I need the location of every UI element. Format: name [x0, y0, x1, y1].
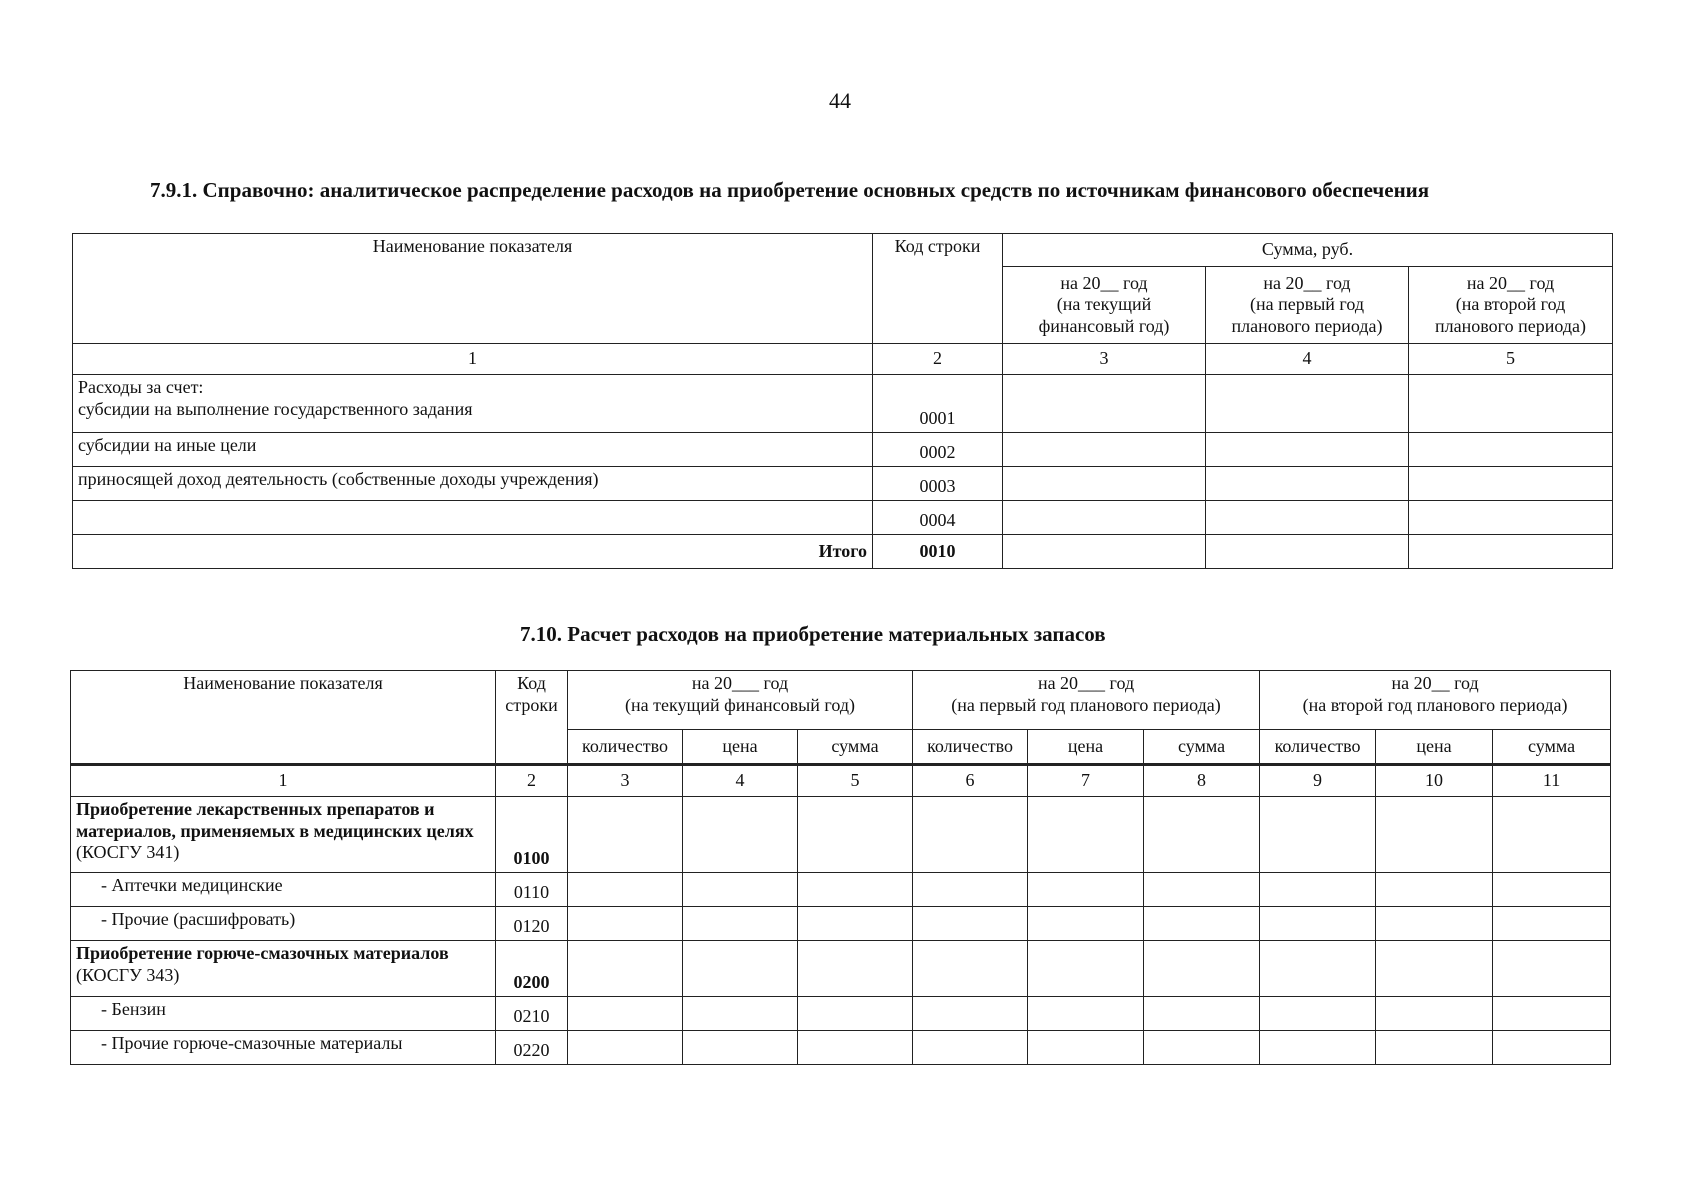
value-cell[interactable]: [1028, 1031, 1144, 1065]
row-name: [71, 797, 496, 873]
material-reserves-table: [70, 670, 1611, 1065]
row-code: 0110: [496, 873, 568, 907]
value-cell[interactable]: [568, 1031, 683, 1065]
total-label: Итого: [73, 535, 873, 569]
value-cell[interactable]: [1028, 873, 1144, 907]
value-cell[interactable]: [1003, 535, 1206, 569]
header-sum: Сумма, руб.: [1003, 234, 1613, 267]
row-name: Расходы за счет: субсидии на выполнение государственного задания: [73, 375, 873, 433]
value-cell[interactable]: [1376, 907, 1493, 941]
col-number: 11: [1493, 765, 1611, 797]
value-cell[interactable]: [1409, 433, 1613, 467]
value-cell[interactable]: [798, 997, 913, 1031]
row-name-bold: Приобретение горюче-смазочных материалов: [76, 943, 449, 963]
row-name: - Бензин: [71, 997, 496, 1031]
value-cell[interactable]: [1144, 941, 1260, 997]
col-number: 7: [1028, 765, 1144, 797]
table-row: [71, 941, 1611, 997]
row-code: 0100: [496, 797, 568, 873]
col-number: 8: [1144, 765, 1260, 797]
col-number: 4: [1206, 344, 1409, 375]
fixed-assets-table: [72, 233, 1613, 569]
total-code: 0010: [873, 535, 1003, 569]
value-cell[interactable]: [1144, 997, 1260, 1031]
value-cell[interactable]: [568, 797, 683, 873]
col-number: 4: [683, 765, 798, 797]
value-cell[interactable]: [1409, 535, 1613, 569]
value-cell[interactable]: [683, 797, 798, 873]
row-code: 0002: [873, 433, 1003, 467]
value-cell[interactable]: [798, 797, 913, 873]
value-cell[interactable]: [683, 907, 798, 941]
row-name: - Прочие (расшифровать): [71, 907, 496, 941]
value-cell[interactable]: [913, 907, 1028, 941]
header-name: Наименование показателя: [71, 671, 496, 765]
value-cell[interactable]: [1409, 375, 1613, 433]
value-cell[interactable]: [1260, 1031, 1376, 1065]
value-cell[interactable]: [568, 997, 683, 1031]
value-cell[interactable]: [1493, 907, 1611, 941]
column-numbers-row: [71, 765, 1611, 797]
header-code: Код строки: [873, 234, 1003, 344]
value-cell[interactable]: [568, 941, 683, 997]
row-name: приносящей доход деятельность (собственные доходы учреждения): [73, 467, 873, 501]
value-cell[interactable]: [1028, 941, 1144, 997]
value-cell[interactable]: [1003, 375, 1206, 433]
header-period-second-plan: на 20__ год (на второй год планового периода): [1260, 671, 1611, 730]
value-cell[interactable]: [913, 797, 1028, 873]
header-price: цена: [683, 730, 798, 765]
col-number: 2: [496, 765, 568, 797]
row-code: 0003: [873, 467, 1003, 501]
value-cell[interactable]: [1260, 873, 1376, 907]
section-7-9-1-title: 7.9.1. Справочно: аналитическое распределение расходов на приобретение основных средств по источникам финансового обеспечения: [150, 178, 1430, 202]
section-7-10-title: 7.10. Расчет расходов на приобретение материальных запасов: [520, 622, 1106, 646]
value-cell[interactable]: [1260, 907, 1376, 941]
table-row: [73, 501, 1613, 535]
header-qty: количество: [913, 730, 1028, 765]
value-cell[interactable]: [1206, 467, 1409, 501]
col-number: 10: [1376, 765, 1493, 797]
value-cell[interactable]: [1260, 797, 1376, 873]
value-cell[interactable]: [1260, 941, 1376, 997]
value-cell[interactable]: [1493, 797, 1611, 873]
col-number: 6: [913, 765, 1028, 797]
row-code: 0210: [496, 997, 568, 1031]
value-cell[interactable]: [1409, 467, 1613, 501]
header-sum: сумма: [1493, 730, 1611, 765]
row-name-rest: (КОСГУ 343): [76, 964, 180, 985]
value-cell[interactable]: [798, 907, 913, 941]
row-name: [73, 501, 873, 535]
row-code: 0004: [873, 501, 1003, 535]
table-row: [71, 873, 1611, 907]
value-cell[interactable]: [1376, 941, 1493, 997]
header-price: цена: [1376, 730, 1493, 765]
col-number: 1: [71, 765, 496, 797]
value-cell[interactable]: [1003, 433, 1206, 467]
row-name-bold: Приобретение лекарственных препаратов и материалов, применяемых в медицинских целях: [76, 799, 474, 841]
row-code: 0001: [873, 375, 1003, 433]
table-row: [73, 467, 1613, 501]
value-cell[interactable]: [568, 873, 683, 907]
row-name-rest: (КОСГУ 341): [76, 842, 180, 863]
header-year-first-plan: на 20__ год (на первый год планового периода): [1206, 267, 1409, 344]
value-cell[interactable]: [798, 941, 913, 997]
value-cell[interactable]: [1144, 797, 1260, 873]
value-cell[interactable]: [1028, 907, 1144, 941]
value-cell[interactable]: [1409, 501, 1613, 535]
value-cell[interactable]: [1260, 997, 1376, 1031]
value-cell[interactable]: [1493, 1031, 1611, 1065]
col-number: 3: [568, 765, 683, 797]
value-cell[interactable]: [1206, 535, 1409, 569]
value-cell[interactable]: [1144, 907, 1260, 941]
row-code: 0220: [496, 1031, 568, 1065]
header-qty: количество: [1260, 730, 1376, 765]
table-row: [71, 797, 1611, 873]
row-name: субсидии на иные цели: [73, 433, 873, 467]
value-cell[interactable]: [1376, 797, 1493, 873]
row-name: - Аптечки медицинские: [71, 873, 496, 907]
col-number: 5: [1409, 344, 1613, 375]
value-cell[interactable]: [683, 1031, 798, 1065]
col-number: 2: [873, 344, 1003, 375]
header-sum: сумма: [1144, 730, 1260, 765]
value-cell[interactable]: [1493, 941, 1611, 997]
col-number: 3: [1003, 344, 1206, 375]
value-cell[interactable]: [1028, 997, 1144, 1031]
header-code: Код строки: [496, 671, 568, 765]
value-cell[interactable]: [1493, 873, 1611, 907]
row-code: 0200: [496, 941, 568, 997]
col-number: 1: [73, 344, 873, 375]
value-cell[interactable]: [683, 997, 798, 1031]
header-year-second-plan: на 20__ год (на второй год планового периода): [1409, 267, 1613, 344]
header-period-current: на 20___ год (на текущий финансовый год): [568, 671, 913, 730]
column-numbers-row: [73, 344, 1613, 375]
value-cell[interactable]: [683, 941, 798, 997]
header-year-current: на 20__ год (на текущий финансовый год): [1003, 267, 1206, 344]
table-row: [71, 1031, 1611, 1065]
col-number: 9: [1260, 765, 1376, 797]
table-row: [71, 907, 1611, 941]
table-row: [73, 433, 1613, 467]
value-cell[interactable]: [913, 873, 1028, 907]
value-cell[interactable]: [1493, 997, 1611, 1031]
value-cell[interactable]: [1376, 873, 1493, 907]
header-sum: сумма: [798, 730, 913, 765]
value-cell[interactable]: [1144, 873, 1260, 907]
value-cell[interactable]: [798, 1031, 913, 1065]
value-cell[interactable]: [1376, 1031, 1493, 1065]
header-qty: количество: [568, 730, 683, 765]
value-cell[interactable]: [683, 873, 798, 907]
col-number: 5: [798, 765, 913, 797]
table-row: [71, 997, 1611, 1031]
row-name: - Прочие горюче-смазочные материалы: [71, 1031, 496, 1065]
total-row: [73, 535, 1613, 569]
header-name: Наименование показателя: [73, 234, 873, 344]
row-name: [71, 941, 496, 997]
value-cell[interactable]: [913, 1031, 1028, 1065]
row-code: 0120: [496, 907, 568, 941]
value-cell[interactable]: [913, 941, 1028, 997]
value-cell[interactable]: [1003, 467, 1206, 501]
header-price: цена: [1028, 730, 1144, 765]
value-cell[interactable]: [1028, 797, 1144, 873]
header-period-first-plan: на 20___ год (на первый год планового периода): [913, 671, 1260, 730]
value-cell[interactable]: [1206, 433, 1409, 467]
page-number: 44: [829, 88, 851, 113]
table-row: [73, 375, 1613, 433]
value-cell[interactable]: [1376, 997, 1493, 1031]
value-cell[interactable]: [1206, 501, 1409, 535]
value-cell[interactable]: [1003, 501, 1206, 535]
value-cell[interactable]: [1144, 1031, 1260, 1065]
value-cell[interactable]: [798, 873, 913, 907]
value-cell[interactable]: [913, 997, 1028, 1031]
value-cell[interactable]: [1206, 375, 1409, 433]
value-cell[interactable]: [568, 907, 683, 941]
